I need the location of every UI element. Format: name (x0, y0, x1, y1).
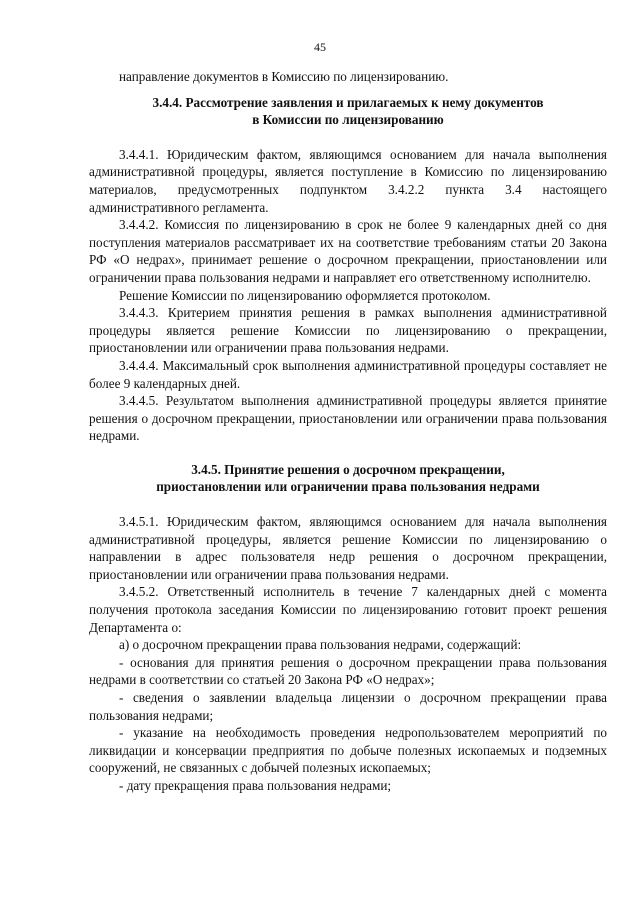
paragraph-3-4-4-1: 3.4.4.1. Юридическим фактом, являющимся основанием для начала выполнения административной процедуры, является поступление в Комиссию по лицензированию материалов, предусмотренных подпунктом 3.4.2.2 пункта 3.4 настоящего административного регламента. (89, 146, 607, 215)
list-item-liquidation: - указание на необходимость проведения недропользователем мероприятий по ликвидации и консервации предприятия по добыче полезных ископаемых и подземных сооружений, не связанных с добычей полезных ископаемых; (89, 725, 607, 776)
paragraph-3-4-5-1: 3.4.5.1. Юридическим фактом, являющимся основанием для начала выполнения административной процедуры, является решение Комиссии по лицензированию о направлении в адрес пользователя недр решения о досрочном прекращении, приостановлении или ограничении права пользования недрами. (89, 514, 607, 582)
section-3-4-4-heading (89, 94, 607, 129)
section-3-4-4-heading-line2: в Комиссии по лицензированию (252, 112, 444, 128)
document-body (89, 68, 607, 795)
paragraph-protocol: Решение Комиссии по лицензированию оформляется протоколом. (119, 287, 491, 303)
section-3-4-5-heading (89, 461, 607, 496)
list-item-grounds: - основания для принятия решения о досрочном прекращении права пользования недрами в соответствии со статьей 20 Закона РФ «О недрах»; (89, 654, 607, 688)
paragraph-3-4-5-2: 3.4.5.2. Ответственный исполнитель в течение 7 календарных дней с момента получения протокола заседания Комиссии по лицензированию готовит проект решения Департамента о: (89, 584, 607, 635)
list-item-termination-date: - дату прекращения права пользования недрами; (119, 777, 392, 793)
paragraph-3-4-4-2: 3.4.4.2. Комиссия по лицензированию в срок не более 9 календарных дней со дня поступления материалов рассматривает их на соответствие требованиям статьи 20 Закона РФ «О недрах», принимает решение о досрочном прекращении, приостановлении или ограничении права пользования недрами и направляет его ответственному исполнителю. (89, 217, 607, 285)
list-item-a: а) о досрочном прекращении права пользования недрами, содержащий: (119, 637, 522, 653)
list-item-application: - сведения о заявлении владельца лицензии о досрочном прекращении права пользования недрами; (89, 690, 607, 723)
section-3-4-5-heading-line2: приостановлении или ограничении права пользования недрами (156, 479, 540, 495)
paragraph-3-4-4-5: 3.4.4.5. Результатом выполнения административной процедуры является принятие решения о досрочном прекращении, приостановлении или ограничении права пользования недрами. (89, 393, 607, 444)
intro-line: направление документов в Комиссию по лицензированию. (119, 69, 449, 84)
page-number: 45 (314, 40, 326, 54)
section-3-4-5-heading-line1: 3.4.5. Принятие решения о досрочном прекращении, (191, 461, 505, 477)
section-3-4-4-heading-line1: 3.4.4. Рассмотрение заявления и прилагаемых к нему документов (152, 94, 544, 110)
paragraph-3-4-4-3: 3.4.4.3. Критерием принятия решения в рамках выполнения административной процедуры является решение Комиссии по лицензированию о прекращении, приостановлении или ограничении права пользования недрами. (89, 305, 607, 356)
paragraph-3-4-4-4: 3.4.4.4. Максимальный срок выполнения административной процедуры составляет не более 9 календарных дней. (89, 357, 607, 391)
